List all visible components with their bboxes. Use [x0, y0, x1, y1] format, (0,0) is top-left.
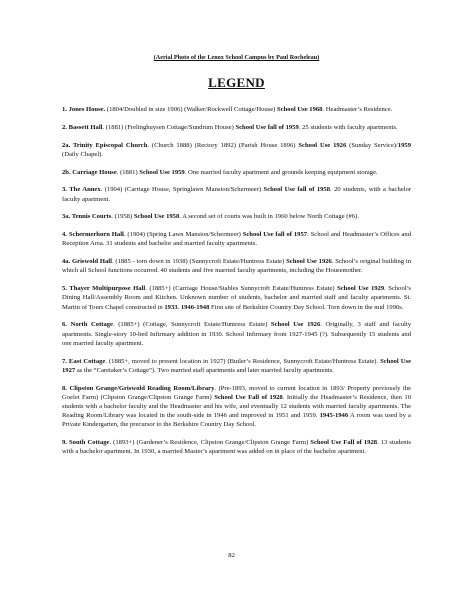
entry-bold-text: School Use 1959 — [139, 168, 185, 176]
entry-text: . One married faculty apartment and grounds keeping equipment storage. — [184, 168, 378, 176]
entry-bold-text: School Use 1926 — [270, 321, 321, 329]
entry-text: (Daily Chapel). — [62, 150, 104, 158]
entry-text: A room was used by a Private Kindergarten, the precursor to the Berkshire Country Day School. — [62, 412, 411, 429]
entry-text: . (1885+, moved to present location in 1927) (Butler’s Residence, Sunnycroft Estate/Huntress Estate). — [105, 357, 381, 365]
entry-bold-text: 9. South Cottage — [62, 439, 110, 447]
entry-text: . (Church 1888) (Rectory 1892) (Parish House 1896) — [147, 141, 299, 149]
entry-text: . 13 students with a bachelor apartment. In 1930, a married Master’s apartment was added on in place of the bachelor apartment. — [62, 439, 411, 456]
legend-title: LEGEND — [208, 75, 265, 90]
entry-bold-text: 1945-1946 — [319, 412, 349, 420]
entry-text: . (1904) (Carriage House, Springlawn Mansion/Schermeer) — [100, 186, 264, 194]
entry-text: . A second set of courts was built in 1960 below North Cottage (#6). — [179, 213, 359, 221]
entry-bold-text: 2a. Trinity Episcopal Church — [62, 141, 148, 149]
entry-bold-text: School Use 1926 — [286, 258, 332, 266]
entry-bold-text: School Use 1926 — [298, 141, 347, 149]
entry-text: as the “Caretaker’s Cottage”). Two married staff apartments and later married faculty apartments. — [75, 366, 334, 374]
entry-bold-text: 3. The Annex — [62, 186, 101, 194]
page-number: 82 — [228, 552, 235, 559]
entry-text: . (1885+) (Carriage House/Stables Sunnycroft Estate/Huntress Estate) — [145, 285, 338, 293]
entry-text: . Headmaster’s Residence. — [322, 106, 393, 113]
entry-bold-text: 3a. Tennis Courts — [62, 213, 112, 221]
entry-bold-text: 4. Schermerhorn Hall — [62, 231, 124, 239]
entry-text: . (1893+) (Gardener’s Residence, Clipston Grange/Clipston Grange Farm) — [109, 439, 311, 447]
entry-text: (1804/Doubled in size 1906) (Walker/Rockwell Cottage/House) — [105, 106, 278, 113]
entry-text: . School’s original building in which all School functions occurred. 40 students and five married faculty apartments, including the Housemother. — [62, 258, 412, 275]
entry-text: . (1881) — [116, 168, 140, 176]
entry-bold-text: 6. North Cottage — [62, 321, 113, 329]
legend-entry — [62, 257, 411, 275]
entry-bold-text: 2. Bassett Hall — [62, 123, 103, 131]
legend-entry — [62, 284, 411, 312]
entry-bold-text: 4a. Griswold Hall — [62, 258, 112, 266]
entry-bold-text: School Use 1927 — [62, 357, 412, 374]
entry-bold-text: School Use Fall of 1928 — [214, 393, 283, 401]
legend-entry — [62, 168, 411, 177]
entry-text: . (1885 - torn down in 1938) (Sunnycroft Estate/Huntress Estate) — [111, 258, 287, 266]
entry-bold-text: School Use 1929 — [337, 285, 385, 293]
entry-text: . Initially the Headmaster’s Residence, then 10 students with a bachelor faculty and the Headmaster and his wife, and eventually 12 students with married faculty apartments. The Reading Room/Library was located in the south-side in 1946 and improved in 1951 and 1959. — [62, 393, 411, 420]
entry-text: . 20 students, with a bachelor faculty apartment. — [62, 186, 412, 203]
entry-bold-text: 7. East Cottage — [62, 357, 106, 365]
legend-entry — [62, 320, 411, 348]
entry-text: (Sunday Service)/ — [346, 141, 398, 149]
legend-entry — [62, 384, 411, 430]
legend-entry — [62, 123, 411, 132]
entry-bold-text: School Use 1968 — [277, 106, 323, 113]
entry-bold-text: School Use fall of 1959 — [235, 123, 299, 131]
legend-entries — [62, 105, 411, 457]
entry-text: . School’s Dining Hall/Assembly Room and Kitchen. Unknown number of students, bachelor and married staff and faculty apartments. St. Martin of Tours Chapel constructed in — [62, 285, 411, 311]
entry-bold-text: 5. Thayer Multipurpose Hall — [62, 285, 146, 293]
entry-bold-text: 1933 — [164, 303, 178, 311]
entry-text: . (Pre-1893, moved to current location in 1893/ Property previously the Goelet Farm) (Clipston Grange/Clipston Grange Farm) — [62, 384, 411, 401]
entry-text: . — [177, 303, 181, 311]
entry-bold-text: School Use fall of 1957 — [242, 231, 308, 239]
legend-entry — [62, 230, 411, 248]
entry-bold-text: 8. Clipston Grange/Griswold Reading Room/Library — [62, 384, 215, 392]
entry-text: . 25 students with faculty apartments. — [298, 123, 398, 131]
entry-text: . (1958) — [111, 213, 134, 221]
entry-text: . (1885+) (Cottage, Sunnycroft Estate/Huntress Estate) — [112, 321, 271, 329]
entry-bold-text: 1. Jones House. — [62, 106, 106, 113]
legend-entry — [62, 212, 411, 221]
entry-text: . (1904) (Spring Lawn Mansion/Schermeer) — [123, 231, 243, 239]
legend-entry — [62, 438, 411, 456]
entry-bold-text: 1946-1948 — [180, 303, 210, 311]
legend-entry — [62, 357, 411, 375]
entry-bold-text: School Use Fall of 1928 — [310, 439, 378, 447]
entry-text: . (1881) (Frelinghuysen Cottage/Sundrum House) — [102, 123, 236, 131]
legend-entry — [62, 105, 411, 114]
entry-bold-text: School Use 1958 — [133, 213, 180, 221]
entry-bold-text: School Use fall of 1958 — [263, 186, 331, 194]
entry-text: First site of Berkshire Country Day School. Torn down in the mid 1990s. — [209, 303, 404, 311]
entry-bold-text: 2b. Carriage House — [62, 168, 117, 176]
legend-entry — [62, 141, 411, 159]
entry-text: . School and Headmaster’s Offices and Reception Area. 31 students and bachelor and married faculty apartments. — [62, 231, 412, 248]
entry-text: . Originally, 3 staff and faculty apartments. Single-story 10-bed Infirmary addition in 1930. School Infirmary from 1927-1945 (?). Subsequently 15 students and one married faculty apartment. — [62, 321, 411, 347]
legend-entry — [62, 185, 411, 203]
entry-bold-text: 1959 — [397, 141, 411, 149]
photo-caption: (Aerial Photo of the Lenox School Campus by Paul Rocheleau) — [153, 54, 320, 61]
